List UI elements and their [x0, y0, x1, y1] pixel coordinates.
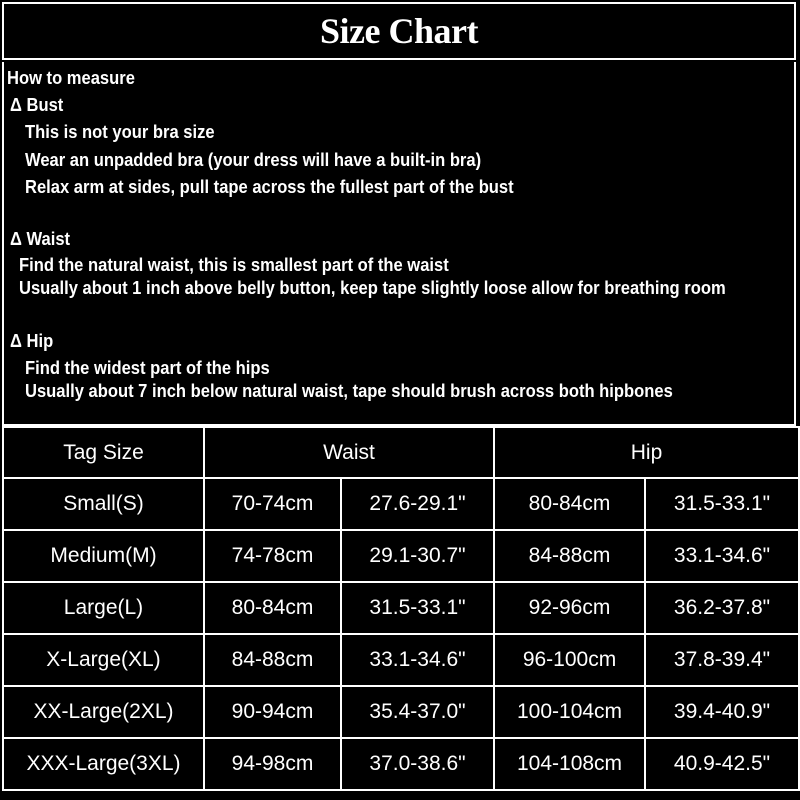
- table-row: [3, 738, 799, 790]
- waist-cm-cell: 84-88cm: [204, 634, 341, 686]
- hip-cm-cell: 84-88cm: [494, 530, 645, 582]
- column-header-tag-size: Tag Size: [3, 427, 204, 478]
- waist-inch-cell: 27.6-29.1": [341, 478, 494, 530]
- tag-size-cell: Medium(M): [3, 530, 204, 582]
- tag-size-cell: X-Large(XL): [3, 634, 204, 686]
- waist-cm-cell: 74-78cm: [204, 530, 341, 582]
- table-row: [3, 582, 799, 634]
- instructions-heading: How to measure: [7, 68, 135, 88]
- waist-inch-cell: 37.0-38.6": [341, 738, 494, 790]
- bust-instruction: Wear an unpadded bra (your dress will have a built-in bra): [25, 150, 482, 170]
- table-row: [3, 686, 799, 738]
- size-table: [2, 426, 800, 791]
- tag-size-cell: Small(S): [3, 478, 204, 530]
- table-header-row: [3, 427, 799, 478]
- hip-inch-cell: 37.8-39.4": [645, 634, 799, 686]
- bust-instruction: This is not your bra size: [25, 122, 215, 142]
- waist-instruction: Usually about 1 inch above belly button, keep tape slightly loose allow for breathing room: [19, 278, 726, 298]
- hip-cm-cell: 96-100cm: [494, 634, 645, 686]
- bust-label: Δ Bust: [10, 95, 64, 115]
- waist-inch-cell: 33.1-34.6": [341, 634, 494, 686]
- waist-inch-cell: 29.1-30.7": [341, 530, 494, 582]
- column-header-hip: Hip: [494, 427, 799, 478]
- waist-label: Δ Waist: [10, 229, 71, 249]
- hip-instruction: Find the widest part of the hips: [25, 358, 270, 378]
- hip-instruction: Usually about 7 inch below natural waist, tape should brush across both hipbones: [25, 381, 673, 401]
- hip-label: Δ Hip: [10, 331, 54, 351]
- hip-cm-cell: 80-84cm: [494, 478, 645, 530]
- tag-size-cell: XX-Large(2XL): [3, 686, 204, 738]
- title-box: [2, 2, 796, 60]
- hip-inch-cell: 31.5-33.1": [645, 478, 799, 530]
- page-title: Size Chart: [320, 11, 478, 51]
- waist-inch-cell: 35.4-37.0": [341, 686, 494, 738]
- column-header-waist: Waist: [204, 427, 494, 478]
- hip-cm-cell: 92-96cm: [494, 582, 645, 634]
- tag-size-cell: Large(L): [3, 582, 204, 634]
- waist-cm-cell: 94-98cm: [204, 738, 341, 790]
- waist-instruction: Find the natural waist, this is smallest part of the waist: [19, 255, 449, 275]
- waist-cm-cell: 80-84cm: [204, 582, 341, 634]
- hip-cm-cell: 104-108cm: [494, 738, 645, 790]
- measure-instructions: [2, 62, 796, 426]
- hip-inch-cell: 33.1-34.6": [645, 530, 799, 582]
- table-row: [3, 478, 799, 530]
- waist-inch-cell: 31.5-33.1": [341, 582, 494, 634]
- bust-instruction: Relax arm at sides, pull tape across the fullest part of the bust: [25, 177, 514, 197]
- waist-cm-cell: 90-94cm: [204, 686, 341, 738]
- tag-size-cell: XXX-Large(3XL): [3, 738, 204, 790]
- table-row: [3, 530, 799, 582]
- hip-cm-cell: 100-104cm: [494, 686, 645, 738]
- hip-inch-cell: 40.9-42.5": [645, 738, 799, 790]
- table-row: [3, 634, 799, 686]
- hip-inch-cell: 36.2-37.8": [645, 582, 799, 634]
- waist-cm-cell: 70-74cm: [204, 478, 341, 530]
- hip-inch-cell: 39.4-40.9": [645, 686, 799, 738]
